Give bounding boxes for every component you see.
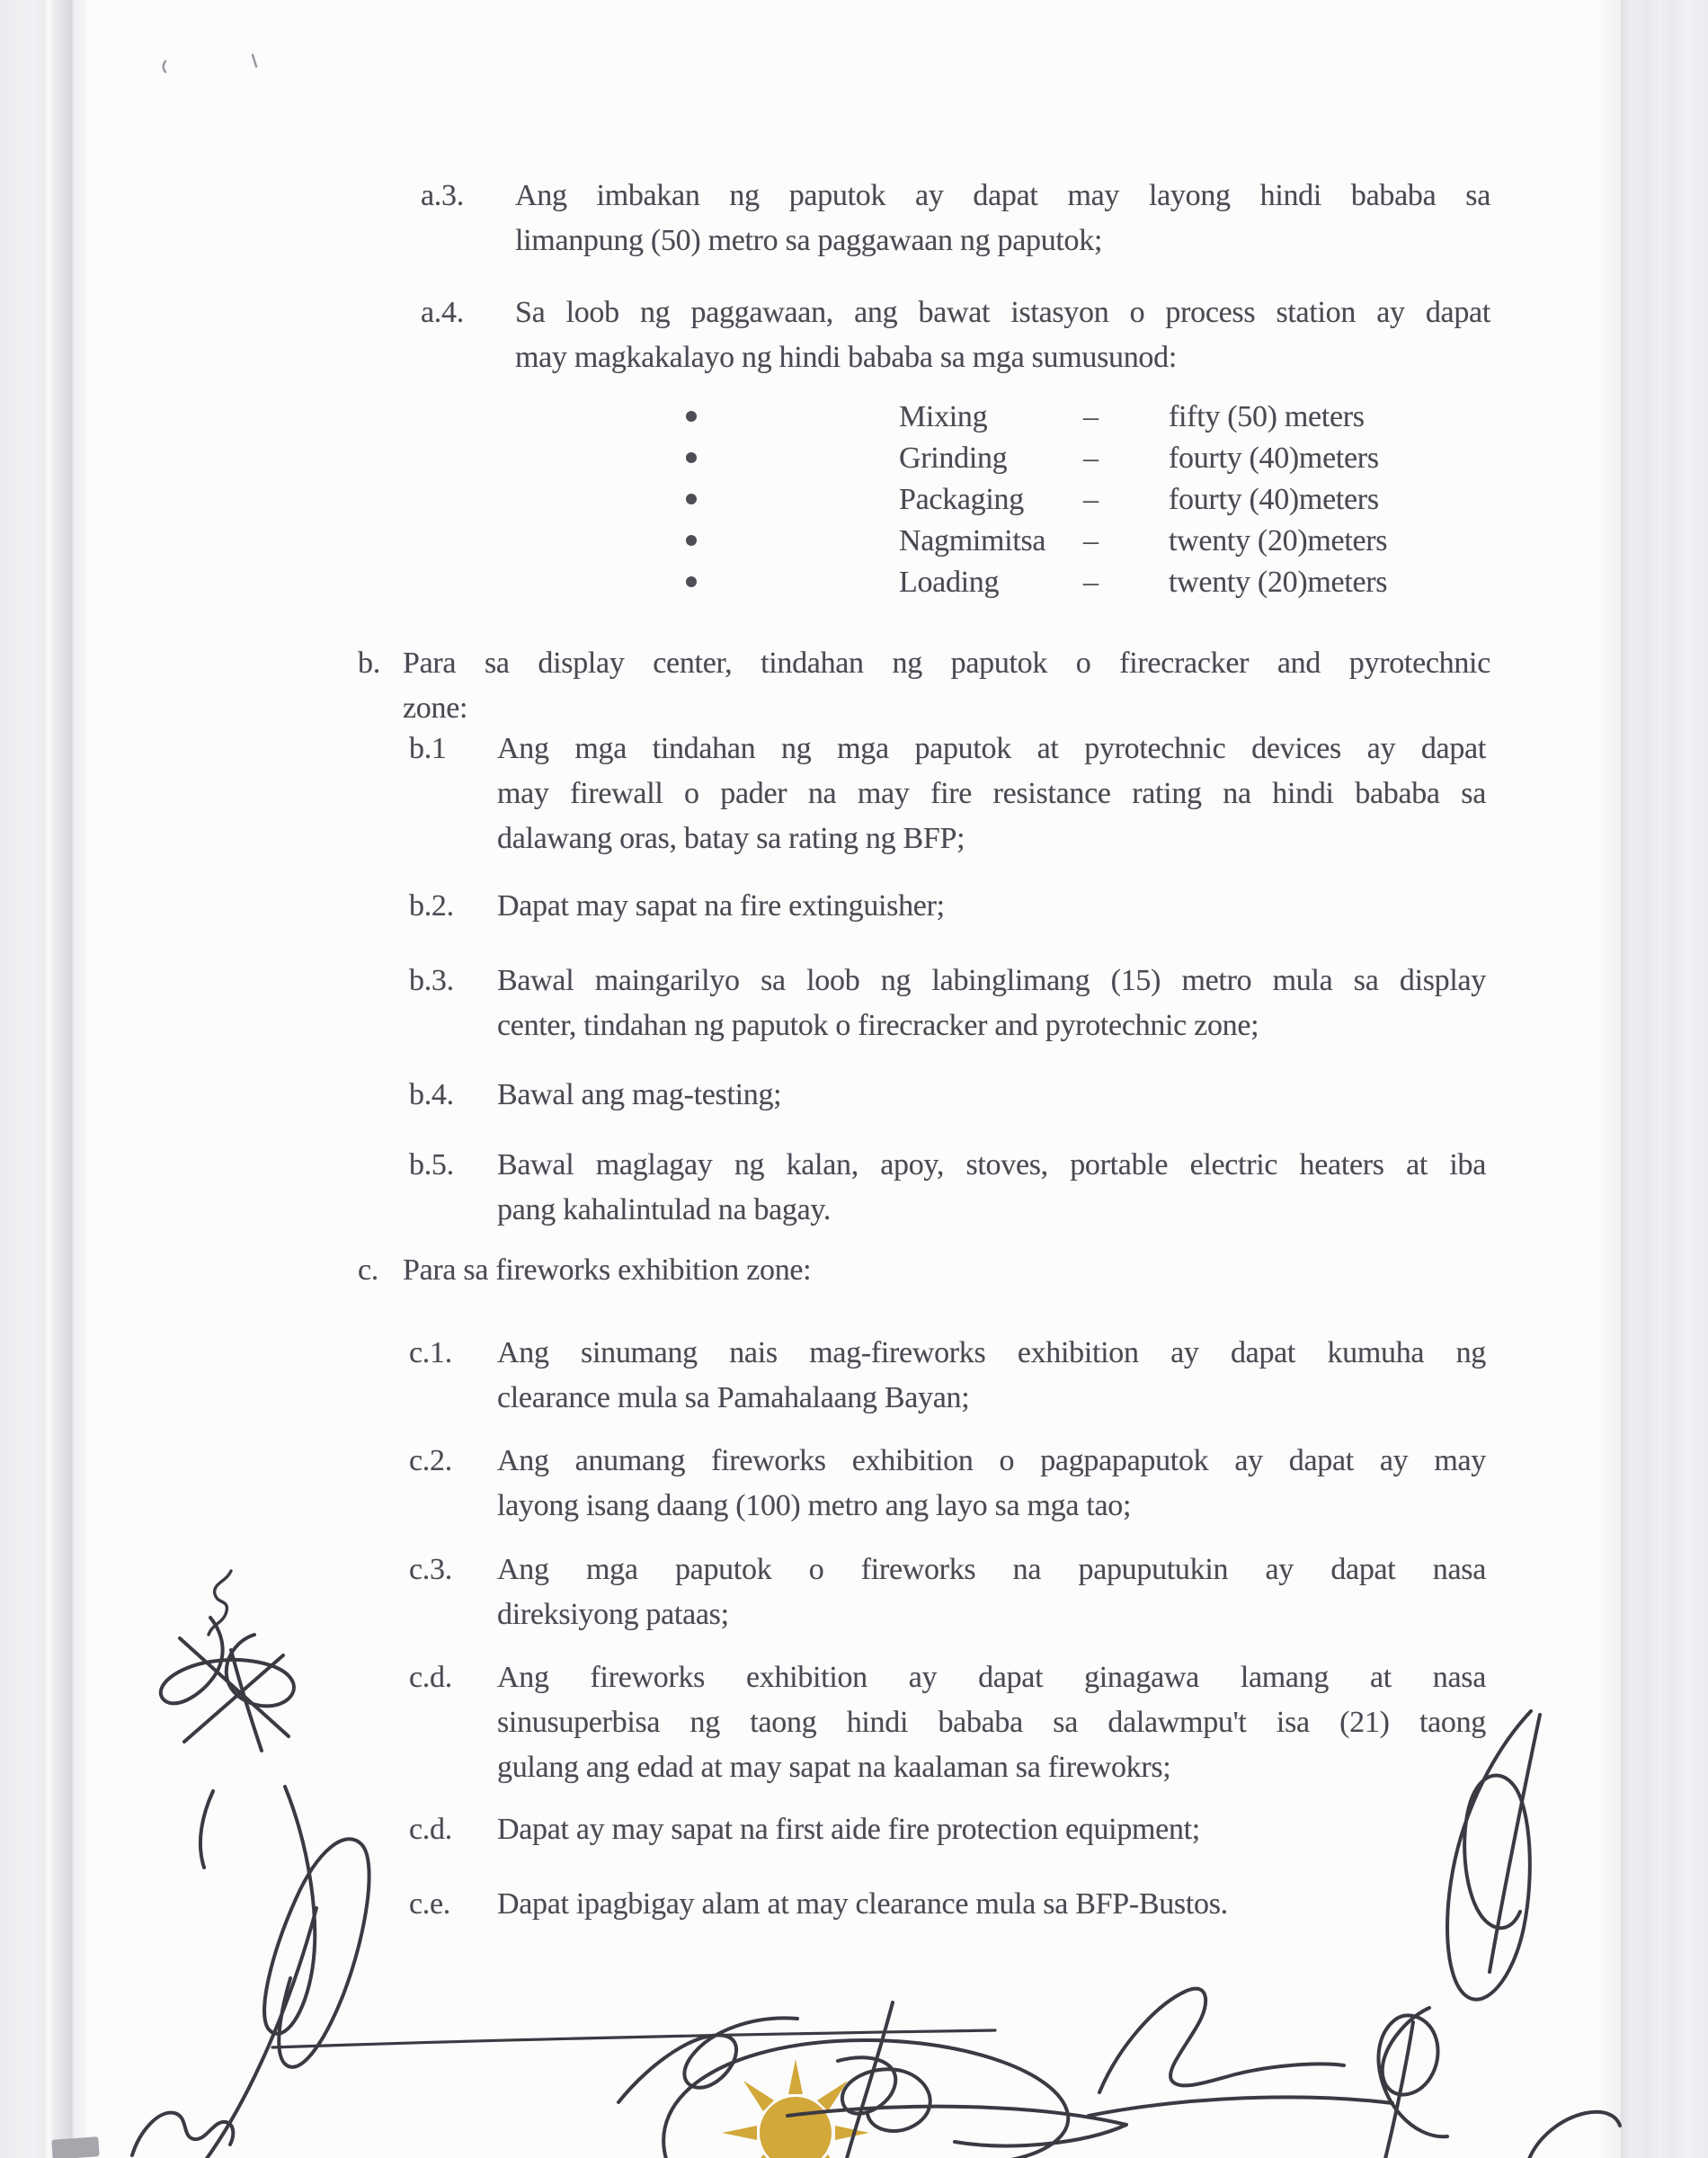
text-line: Ang anumang fireworks exhibition o pagpapaputok ay dapat ay may bbox=[497, 1444, 1486, 1477]
text-line: direksiyong pataas; bbox=[497, 1598, 729, 1631]
station-dash: – bbox=[1083, 483, 1099, 516]
item-b3-label: b.3. bbox=[409, 964, 454, 997]
item-cd2-label: c.d. bbox=[409, 1813, 452, 1846]
item-c2-text bbox=[497, 1439, 1486, 1529]
text-line: Ang sinumang nais mag-fireworks exhibition ay dapat kumuha ng bbox=[497, 1336, 1486, 1369]
section-c-label: c. bbox=[358, 1253, 378, 1287]
item-c1-text bbox=[497, 1331, 1486, 1421]
station-name: Packaging bbox=[899, 483, 1024, 516]
text-line: limanpung (50) metro sa paggawaan ng paputok; bbox=[515, 224, 1103, 257]
text-line: Para sa display center, tindahan ng paputok o firecracker and pyrotechnic bbox=[403, 647, 1490, 680]
item-a3-text bbox=[515, 174, 1490, 263]
text-line: sinusuperbisa ng taong hindi bababa sa dalawmpu't isa (21) taong bbox=[497, 1706, 1486, 1739]
station-dash: – bbox=[1083, 400, 1099, 433]
item-cd2 bbox=[409, 1807, 1486, 1852]
item-c1 bbox=[409, 1331, 1486, 1421]
item-a4-label: a.4. bbox=[421, 296, 464, 329]
item-c3-text bbox=[497, 1547, 1486, 1637]
station-dash: – bbox=[1083, 441, 1099, 475]
station-row bbox=[686, 562, 1495, 603]
station-distance: fourty (40)meters bbox=[1169, 441, 1379, 475]
item-b4-label: b.4. bbox=[409, 1078, 454, 1111]
text-line: Ang mga tindahan ng mga paputok at pyrotechnic devices ay dapat bbox=[497, 732, 1486, 765]
station-row bbox=[686, 479, 1495, 521]
item-a3 bbox=[421, 174, 1490, 263]
station-distance: fifty (50) meters bbox=[1169, 400, 1365, 433]
item-b4-text bbox=[497, 1073, 1486, 1118]
item-ce-text bbox=[497, 1882, 1486, 1927]
text-line: Ang fireworks exhibition ay dapat ginagawa lamang at nasa bbox=[497, 1661, 1486, 1694]
bullet-icon bbox=[686, 535, 697, 546]
item-cd1-text bbox=[497, 1655, 1486, 1790]
item-c1-label: c.1. bbox=[409, 1336, 452, 1369]
item-c2 bbox=[409, 1439, 1486, 1529]
item-b5-text bbox=[497, 1143, 1486, 1233]
text-line: zone: bbox=[403, 691, 468, 725]
item-c2-label: c.2. bbox=[409, 1444, 452, 1477]
item-b4 bbox=[409, 1073, 1486, 1118]
text-line: pang kahalintulad na bagay. bbox=[497, 1193, 832, 1226]
text-line: may magkakalayo ng hindi bababa sa mga sumusunod: bbox=[515, 341, 1177, 374]
station-dash: – bbox=[1083, 566, 1099, 599]
text-line: Bawal ang mag-testing; bbox=[497, 1078, 782, 1111]
text-line: Ang mga paputok o fireworks na papuputukin ay dapat nasa bbox=[497, 1553, 1486, 1586]
bullet-icon bbox=[686, 452, 697, 463]
section-b-text bbox=[403, 641, 1490, 731]
item-b1 bbox=[409, 727, 1486, 861]
station-row bbox=[686, 521, 1495, 562]
station-distance: twenty (20)meters bbox=[1169, 566, 1388, 599]
bullet-icon bbox=[686, 411, 697, 422]
item-b1-label: b.1 bbox=[409, 732, 447, 765]
text-line: gulang ang edad at may sapat na kaalaman sa firewokrs; bbox=[497, 1751, 1171, 1784]
text-line: Sa loob ng paggawaan, ang bawat istasyon o process station ay dapat bbox=[515, 296, 1490, 329]
bullet-icon bbox=[686, 494, 697, 504]
item-b5 bbox=[409, 1143, 1486, 1233]
item-b2-label: b.2. bbox=[409, 889, 454, 923]
station-name: Loading bbox=[899, 566, 1000, 599]
item-b3 bbox=[409, 959, 1486, 1048]
item-b3-text bbox=[497, 959, 1486, 1048]
station-name: Grinding bbox=[899, 441, 1008, 475]
text-line: clearance mula sa Pamahalaang Bayan; bbox=[497, 1381, 970, 1414]
bullet-icon bbox=[686, 576, 697, 587]
item-ce-label: c.e. bbox=[409, 1887, 450, 1921]
text-line: Bawal maglagay ng kalan, apoy, stoves, portable electric heaters at iba bbox=[497, 1148, 1486, 1182]
item-a3-label: a.3. bbox=[421, 179, 464, 212]
scan-edge-left bbox=[0, 0, 85, 2158]
text-line: Dapat may sapat na fire extinguisher; bbox=[497, 889, 945, 923]
text-line: center, tindahan ng paputok o firecracker and pyrotechnic zone; bbox=[497, 1009, 1259, 1042]
item-cd1 bbox=[409, 1655, 1486, 1790]
station-name: Mixing bbox=[899, 400, 988, 433]
station-distance-list bbox=[686, 397, 1495, 603]
section-c-text bbox=[403, 1248, 1490, 1293]
scan-edge-right bbox=[1621, 0, 1708, 2158]
station-row bbox=[686, 397, 1495, 438]
text-line: Dapat ipagbigay alam at may clearance mula sa BFP-Bustos. bbox=[497, 1887, 1228, 1921]
station-row bbox=[686, 438, 1495, 479]
item-b2-text bbox=[497, 884, 1486, 929]
item-ce bbox=[409, 1882, 1486, 1927]
item-c3 bbox=[409, 1547, 1486, 1637]
item-cd2-text bbox=[497, 1807, 1486, 1852]
station-name: Nagmimitsa bbox=[899, 524, 1046, 557]
text-line: Bawal maingarilyo sa loob ng labinglimang (15) metro mula sa display bbox=[497, 964, 1486, 997]
text-line: dalawang oras, batay sa rating ng BFP; bbox=[497, 822, 965, 855]
text-line: may firewall o pader na may fire resistance rating na hindi bababa sa bbox=[497, 777, 1486, 810]
section-c bbox=[358, 1248, 1490, 1293]
station-dash: – bbox=[1083, 524, 1099, 557]
item-cd1-label: c.d. bbox=[409, 1661, 452, 1694]
station-distance: fourty (40)meters bbox=[1169, 483, 1379, 516]
text-line: Ang imbakan ng paputok ay dapat may layong hindi bababa sa bbox=[515, 179, 1490, 212]
text-line: layong isang daang (100) metro ang layo sa mga tao; bbox=[497, 1489, 1132, 1522]
item-a4 bbox=[421, 290, 1490, 380]
text-line: Para sa fireworks exhibition zone: bbox=[403, 1253, 812, 1287]
section-b-label: b. bbox=[358, 647, 380, 680]
item-b5-label: b.5. bbox=[409, 1148, 454, 1182]
item-b1-text bbox=[497, 727, 1486, 861]
item-a4-text bbox=[515, 290, 1490, 380]
station-distance: twenty (20)meters bbox=[1169, 524, 1388, 557]
item-c3-label: c.3. bbox=[409, 1553, 452, 1586]
section-b bbox=[358, 641, 1490, 731]
item-b2 bbox=[409, 884, 1486, 929]
text-line: Dapat ay may sapat na first aide fire protection equipment; bbox=[497, 1813, 1200, 1846]
page-corner-shadow bbox=[51, 2136, 99, 2158]
